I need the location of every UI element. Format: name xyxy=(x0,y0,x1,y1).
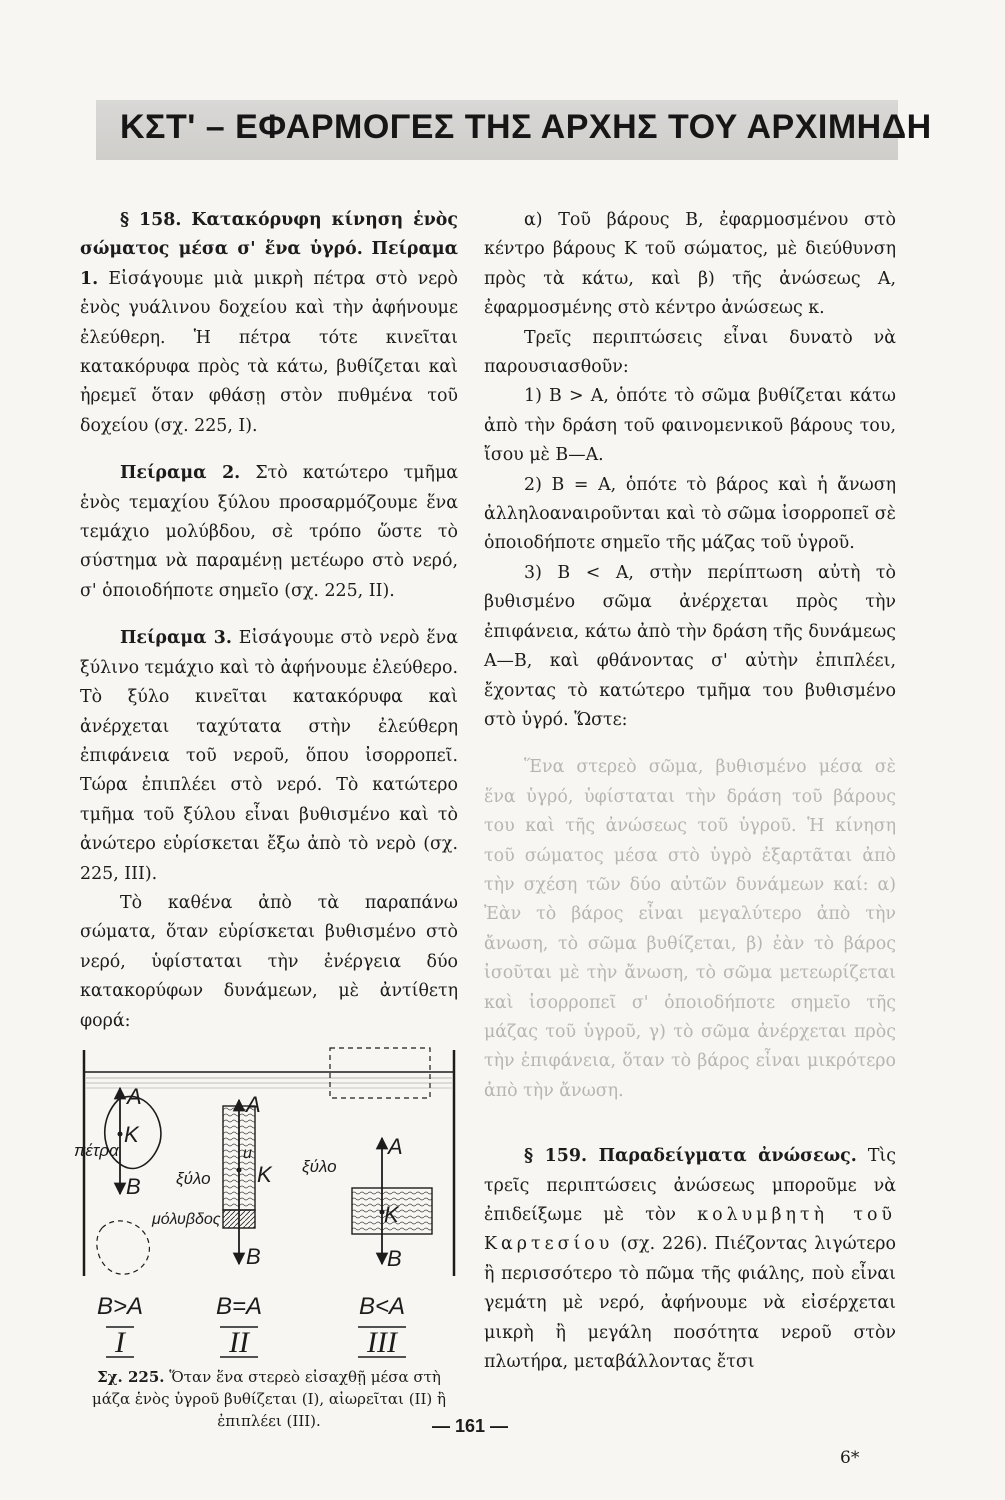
relation-label-II: B=A xyxy=(215,1292,263,1320)
section-159-paragraph xyxy=(484,1142,896,1377)
floating-position-outline xyxy=(330,1048,430,1098)
case-labels xyxy=(97,1293,406,1359)
numeral-III: III xyxy=(367,1325,397,1359)
center-u-label: u xyxy=(243,1144,252,1162)
cartesian-diver-term: κολυμβητὴ τοῦ Καρτεσίου xyxy=(484,1205,896,1255)
case-III-floating-wood xyxy=(302,1048,432,1271)
force-A-label: A xyxy=(127,1083,142,1109)
wood-label: ξύλο xyxy=(176,1168,211,1188)
case-3-paragraph: 3) Β < Α, στὴν περίπτωση αὐτὴ τὸ βυθισμένο σῶμα ἀνέρχεται πρὸς τὴν ἐπιφάνεια, κάτω ἀπὸ τὴν δράση τῆς δυνάμεως Α—Β, καὶ φθάνοντας σ' αὐτὴν ἐπιπλέει, ἔχοντας τὸ κατώτερο τμῆμα του βυθισμένο στὸ ὑγρό. Ὥστε: xyxy=(484,562,896,730)
right-column xyxy=(484,206,896,1377)
experiment-3-label: Πείραμα 3. xyxy=(120,628,232,649)
figure-caption xyxy=(80,1366,458,1432)
force-A-label: A xyxy=(388,1133,403,1159)
buoyancy-diagram xyxy=(74,1046,458,1364)
case-1-paragraph: 1) Β > Α, ὁπότε τὸ σῶμα βυθίζεται κάτω ἀπὸ τὴν δράση τοῦ φαινομενικοῦ βάρους του, ἴσου μὲ Β—Α. xyxy=(484,386,896,466)
cases-intro-paragraph: Τρεῖς περιπτώσεις εἶναι δυνατὸ νὰ παρουσιασθοῦν: xyxy=(484,327,896,378)
summary-paragraph: Ἕνα στερεὸ σῶμα, βυθισμένο μέσα σὲ ἕνα ὑγρό, ὑφίσταται τὴν δράση τοῦ βάρους του καὶ τῆς ἀνώσεως τοῦ ὑγροῦ. Ἡ κίνηση τοῦ σώματος μέσα στὸ ὑγρὸ ἐξαρτᾶται ἀπὸ τὴν σχέση τῶν δύο αὐτῶν δυνάμεων καί: α) Ἐὰν τὸ βάρος εἶναι μεγαλύτερο ἀπὸ τὴν ἄνωση, τὸ σῶμα βυθίζεται, β) ἐὰν τὸ βάρος ἰσοῦται μὲ τὴν ἄνωση, τὸ σῶμα μετεωρίζεται καὶ ἰσορροπεῖ σ' ὁποιοδήποτε σημεῖο τῆς μάζας τοῦ ὑγροῦ, γ) τὸ σῶμα ἀνέρχεται πρὸς τὴν ἐπιφάνεια, ὅταν τὸ βάρος εἶναι μικρότερο ἀπὸ τὴν ἄνωση. xyxy=(484,757,896,1101)
experiment-2-label: Πείραμα 2. xyxy=(120,463,241,484)
case-I-stone xyxy=(74,1084,161,1274)
force-B-label: B xyxy=(387,1245,402,1271)
numeral-II: II xyxy=(229,1325,249,1359)
center-K-label: K xyxy=(384,1201,399,1227)
experiment-3-text: Εἰσάγουμε στὸ νερὸ ἕνα ξύλινο τεμάχιο καὶ τὸ ἀφήνουμε ἐλεύθερο. Τὸ ξύλο κινεῖται κατακόρυφα καὶ ἀνέρχεται ταχύτατα στὴν ἐλεύθερη ἐπιφάνεια τοῦ νεροῦ, ὅπου ἰσορροπεῖ. Τώρα ἐπιπλέει στὸ νερό. Τὸ κατώτερο τμῆμα τοῦ ξύλου εἶναι βυθισμένο καὶ τὸ ἀνώτερο εὑρίσκεται ἔξω ἀπὸ τὸ νερὸ (σχ. 225, III). xyxy=(80,628,458,884)
case-II-wood-with-lead xyxy=(151,1092,273,1269)
page-number: — 161 — xyxy=(431,1416,509,1436)
figure-225 xyxy=(74,1046,458,1364)
experiment-2-text: Στὸ κατώτερο τμῆμα ἑνὸς τεμαχίου ξύλου προσαρμόζουμε ἕνα τεμάχιο μολύβδου, σὲ τρόπο ὥστε τὸ σύστημα νὰ παραμένῃ μετέωρο στὸ νερό, σ' ὁποιοδήποτε σημεῖο (σχ. 225, II). xyxy=(80,463,458,601)
stone-label: πέτρα xyxy=(74,1140,119,1160)
experiment-2-paragraph xyxy=(80,459,458,606)
section-159-text-end: (σχ. 226). Πιέζοντας λιγώτερο ἢ περισσότερο τὸ πῶμα τῆς φιάλης, ποὺ εἶναι γεμάτη μὲ νερό, ἀφήνουμε νὰ εἰσέρχεται μικρὴ ἢ μεγάλη ποσότητα νεροῦ στὸν πλωτήρα, μεταβάλλοντας ἔτσι xyxy=(484,1234,897,1373)
section-158-paragraph xyxy=(80,206,458,441)
force-B-label: B xyxy=(126,1173,141,1199)
experiment-3-paragraph xyxy=(80,624,458,889)
center-K-label: K xyxy=(257,1161,272,1187)
case-2-paragraph: 2) Β = Α, ὁπότε τὸ βάρος καὶ ἡ ἄνωση ἀλληλοαναιροῦνται καὶ τὸ σῶμα ἰσορροπεῖ σὲ ὁποιοδήποτε σημεῖο τῆς μάζας τοῦ ὑγροῦ. xyxy=(484,474,896,554)
force-B-label: B xyxy=(246,1243,261,1269)
relation-label-III: B<A xyxy=(358,1292,406,1320)
caption-number: Σχ. 225. xyxy=(97,1367,165,1386)
relation-label-I: B>A xyxy=(96,1292,144,1320)
wood-label: ξύλο xyxy=(302,1156,337,1176)
center-K-label: K xyxy=(124,1121,139,1147)
forces-list-paragraph: α) Τοῦ βάρους Β, ἐφαρμοσμένου στὸ κέντρο βάρους Κ τοῦ σώματος, μὲ διεύθυνση πρὸς τὰ κάτω, καὶ β) τῆς ἀνώσεως Α, ἐφαρμοσμένης στὸ κέντρο ἀνώσεως κ. xyxy=(484,210,896,319)
numeral-I: I xyxy=(115,1325,125,1359)
section-159-text-start: Τὶς τρεῖς περιπτώσεις ἀνώσεως μποροῦμε νὰ ἐπιδείξωμε μὲ τὸν xyxy=(484,1146,896,1225)
force-A-label: A xyxy=(246,1091,261,1117)
experiment-1-label: Πείραμα 1. xyxy=(80,239,458,289)
left-column xyxy=(74,206,458,1432)
experiment-1-text: Εἰσάγουμε μιὰ μικρὴ πέτρα στὸ νερὸ ἑνὸς γυάλινου δοχείου καὶ τὴν ἀφήνουμε ἐλεύθερη. Ἡ πέτρα τότε κινεῖται κατακόρυφα πρὸς τὰ κάτω, βυθίζεται καὶ ἠρεμεῖ ὅταν φθάσῃ στὸν πυθμένα τοῦ δοχείου (σχ. 225, I). xyxy=(80,268,458,436)
chapter-title: ΚΣΤ' – ΕΦΑΡΜΟΓΕΣ ΤΗΣ ΑΡΧΗΣ ΤΟΥ ΑΡΧΙΜΗΔΗ xyxy=(120,108,932,146)
forces-intro-paragraph: Τὸ καθένα ἀπὸ τὰ παραπάνω σώματα, ὅταν εὑρίσκεται βυθισμένο στὸ νερό, ὑφίσταται τὴν ἐνέργεια δύο κατακορύφων δυνάμεων, μὲ ἀντίθετη φορά: xyxy=(80,892,458,1031)
caption-text: Ὅταν ἕνα στερεὸ εἰσαχθῇ μέσα στὴ μάζα ἑνὸς ὑγροῦ βυθίζεται (I), αἰωρεῖται (II) ἢ ἐπιπλέει (III). xyxy=(91,1367,447,1430)
sheet-mark: 6* xyxy=(840,1448,860,1468)
lead-label: μόλυβδος xyxy=(152,1210,221,1228)
section-159-heading: § 159. Παραδείγματα ἀνώσεως. xyxy=(524,1146,857,1167)
section-158-heading: § 158. Κατακόρυφη κίνηση ἑνὸς σώματος μέσα σ' ἕνα ὑγρό. xyxy=(80,210,458,260)
sunk-stone-outline xyxy=(97,1221,150,1274)
